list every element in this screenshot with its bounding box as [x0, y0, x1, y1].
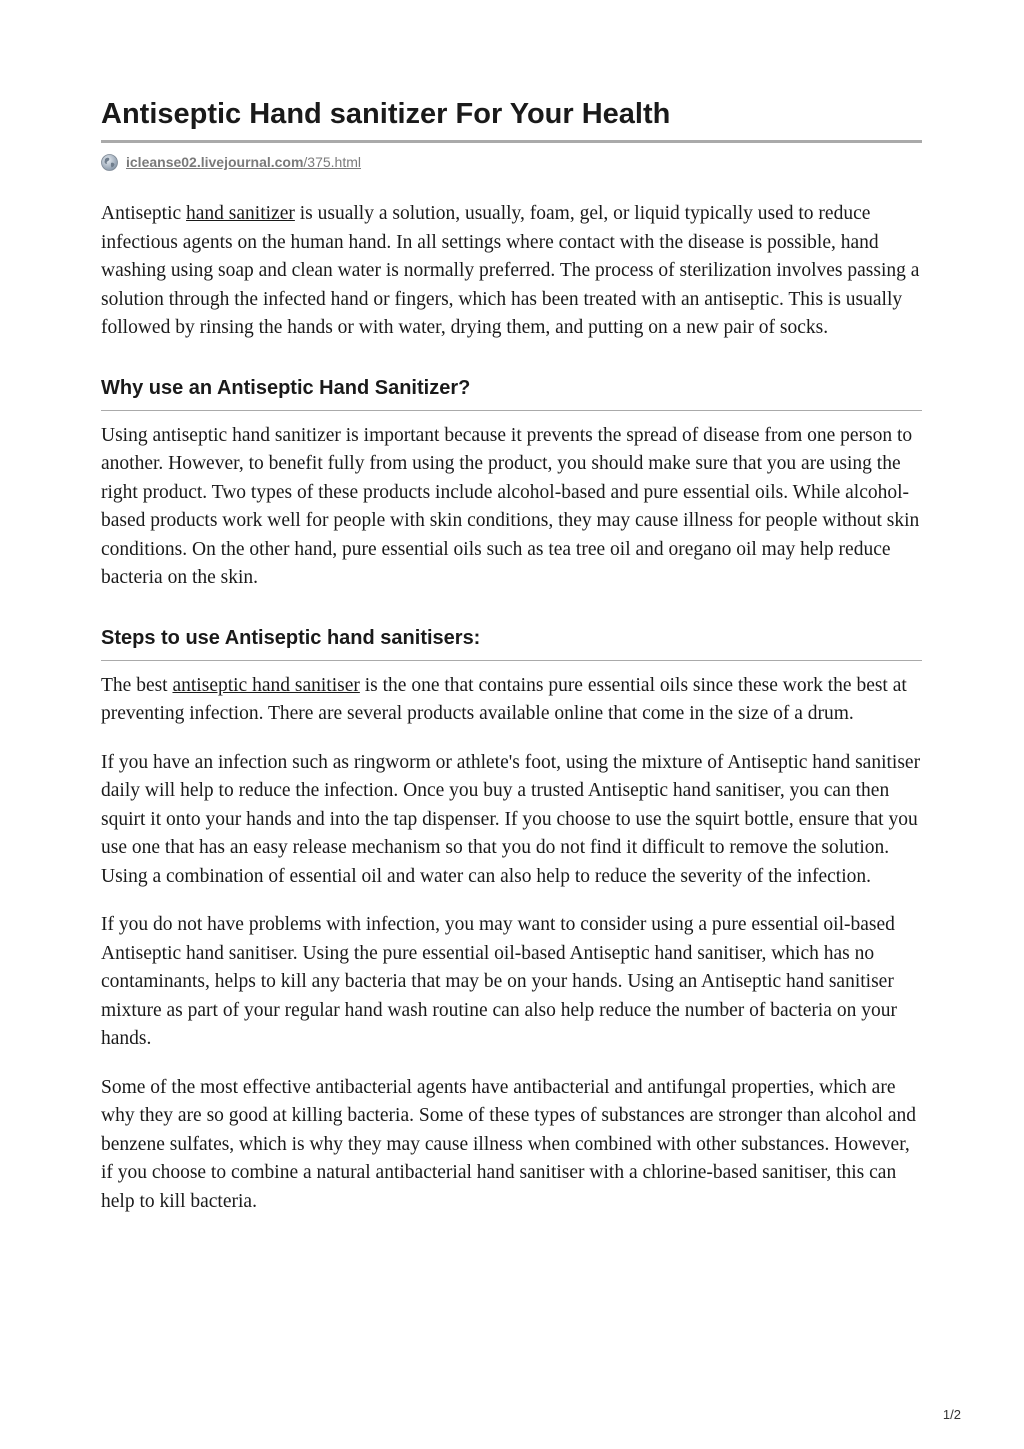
steps-paragraph-1 — [101, 672, 922, 729]
page-number: 1/2 — [942, 1407, 961, 1422]
source-path: /375.html — [303, 154, 362, 170]
section-heading-steps: Steps to use Antiseptic hand sanitisers: — [101, 625, 922, 661]
globe-icon — [101, 154, 118, 171]
intro-text-start: Antiseptic — [101, 203, 187, 224]
hand-sanitizer-link[interactable]: hand sanitizer — [186, 203, 295, 224]
intro-text-rest: is usually a solution, usually, foam, gel, or liquid typically used to reduce infectious agents on the human hand. In all settings where contact with the disease is possible, hand washing using soap and clean water is normally preferred. The process of sterilization involves passing a solution through the infected hand or fingers, which has been treated with an antiseptic. This is usually followed by rinsing the hands or with water, drying them, and putting on a new pair of socks. — [101, 203, 920, 338]
steps-paragraph-3: If you do not have problems with infection, you may want to consider using a pure essential oil-based Antiseptic hand sanitiser. Using the pure essential oil-based Antiseptic hand sanitiser, which has no contaminants, helps to kill any bacteria that may be on your hands. Using an Antiseptic hand sanitiser mixture as part of your regular hand wash routine can also help reduce the number of bacteria on your hands. — [101, 914, 897, 1049]
section-heading-why: Why use an Antiseptic Hand Sanitizer? — [101, 375, 922, 411]
source-line — [101, 153, 922, 171]
steps-paragraph-4: Some of the most effective antibacterial agents have antibacterial and antifungal properties, which are why they are so good at killing bacteria. Some of these types of substances are stronger than alcohol and benzene sulfates, which is why they may cause illness when combined with other substances. However, if you choose to combine a natural antibacterial hand sanitiser with a chlorine-based sanitiser, this can help to kill bacteria. — [101, 1076, 916, 1212]
steps-p1-rest: is the one that contains pure essential oils since these work the best at preventing infection. There are several products available online that come in the size of a drum. — [101, 674, 907, 724]
intro-paragraph — [101, 200, 922, 343]
source-link[interactable] — [126, 154, 361, 170]
steps-paragraph-2: If you have an infection such as ringworm or athlete's foot, using the mixture of Antiseptic hand sanitiser daily will help to reduce the infection. Once you buy a trusted Antiseptic hand sanitiser, you can then squirt it onto your hands and into the tap dispenser. If you choose to use the squirt bottle, ensure that you use one that has an easy release mechanism so that you do not find it difficult to remove the solution. Using a combination of essential oil and water can also help to reduce the severity of the infection. — [101, 751, 921, 887]
source-domain: icleanse02.livejournal.com — [126, 154, 304, 170]
why-paragraph: Using antiseptic hand sanitizer is important because it prevents the spread of disease from one person to another. However, to benefit fully from using the product, you should make sure that you are using the right product. Two types of these products include alcohol-based and pure essential oils. While alcohol-based products work well for people with skin conditions, they may cause illness for people without skin conditions. On the other hand, pure essential oils such as tea tree oil and oregano oil may help reduce bacteria on the skin. — [101, 424, 920, 588]
antiseptic-hand-sanitiser-link[interactable]: antiseptic hand sanitiser — [172, 674, 360, 696]
steps-p1-start: The best — [101, 674, 173, 696]
document-page — [101, 96, 922, 1216]
page-title: Antiseptic Hand sanitizer For Your Health — [101, 96, 922, 143]
